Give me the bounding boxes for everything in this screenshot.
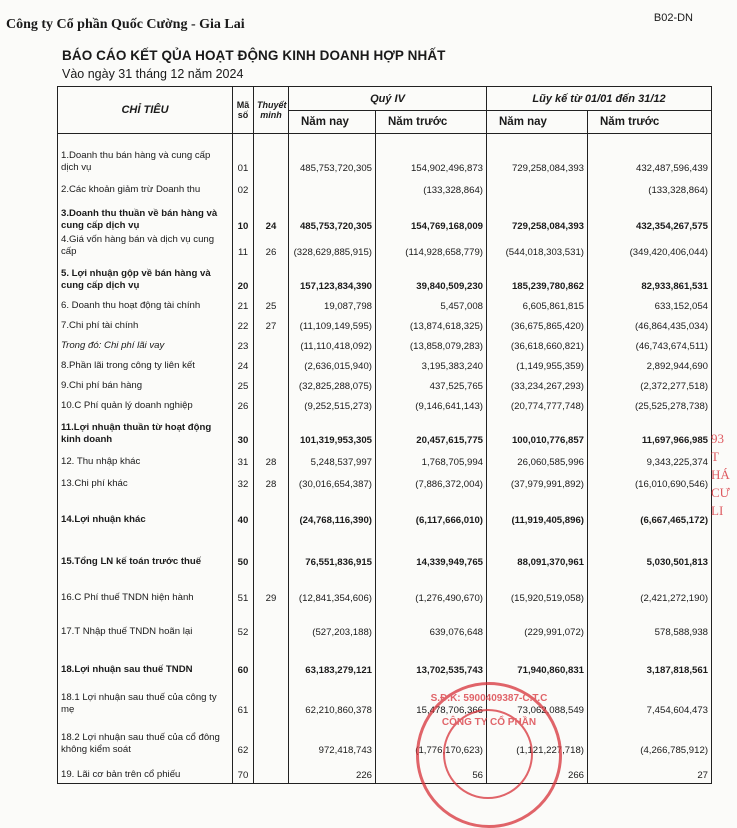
row-label: 18.1 Lợi nhuận sau thuế của công ty mẹ xyxy=(58,678,233,718)
row-quarter-previous: (13,874,618,325) xyxy=(376,314,487,334)
row-ytd-previous: (46,743,674,511) xyxy=(588,334,712,354)
row-ytd-current: 73,062,088,549 xyxy=(487,678,588,718)
row-note: 26 xyxy=(254,234,289,260)
row-quarter-current: (527,203,188) xyxy=(289,606,376,640)
row-quarter-current: 157,123,834,390 xyxy=(289,260,376,294)
table-row xyxy=(58,176,712,198)
row-label: 14.Lợi nhuận khác xyxy=(58,492,233,528)
row-note: 28 xyxy=(254,470,289,492)
row-ytd-current xyxy=(487,176,588,198)
table-row xyxy=(58,606,712,640)
row-quarter-previous: 3,195,383,240 xyxy=(376,354,487,374)
company-stamp xyxy=(416,682,562,828)
row-note xyxy=(254,394,289,414)
row-code: 20 xyxy=(233,260,254,294)
row-note xyxy=(254,606,289,640)
row-quarter-current: 5,248,537,997 xyxy=(289,448,376,470)
row-note: 25 xyxy=(254,294,289,314)
row-code: 26 xyxy=(233,394,254,414)
row-quarter-previous: (9,146,641,143) xyxy=(376,394,487,414)
row-label: 11.Lợi nhuận thuần từ hoạt động kinh doanh xyxy=(58,414,233,448)
table-row xyxy=(58,234,712,260)
header-quarter-current: Năm nay xyxy=(289,111,376,134)
row-code: 61 xyxy=(233,678,254,718)
income-statement-table xyxy=(57,86,712,784)
table-row xyxy=(58,354,712,374)
row-note xyxy=(254,758,289,784)
row-label: 15.Tổng LN kế toán trước thuế xyxy=(58,528,233,570)
row-ytd-current: 729,258,084,393 xyxy=(487,198,588,234)
row-ytd-current: (37,979,991,892) xyxy=(487,470,588,492)
row-quarter-previous: (13,858,079,283) xyxy=(376,334,487,354)
row-label: 18.2 Lợi nhuận sau thuế của cổ đông không kiểm soát xyxy=(58,718,233,758)
row-quarter-previous: 20,457,615,775 xyxy=(376,414,487,448)
row-quarter-previous: (114,928,658,779) xyxy=(376,234,487,260)
header-ytd-previous: Năm trước xyxy=(588,111,712,134)
row-ytd-current: 266 xyxy=(487,758,588,784)
row-note xyxy=(254,134,289,176)
row-quarter-previous: 5,457,008 xyxy=(376,294,487,314)
row-label: 3.Doanh thu thuần về bán hàng và cung cấp dịch vụ xyxy=(58,198,233,234)
row-ytd-current: (33,234,267,293) xyxy=(487,374,588,394)
row-quarter-current: 63,183,279,121 xyxy=(289,640,376,678)
header-ytd-current: Năm nay xyxy=(487,111,588,134)
row-ytd-current: (229,991,072) xyxy=(487,606,588,640)
row-label: 16.C Phí thuế TNDN hiện hành xyxy=(58,570,233,606)
row-ytd-current: 71,940,860,831 xyxy=(487,640,588,678)
row-quarter-current: 62,210,860,378 xyxy=(289,678,376,718)
row-label: 4.Giá vốn hàng bán và dịch vụ cung cấp xyxy=(58,234,233,260)
row-code: 11 xyxy=(233,234,254,260)
row-quarter-current: (11,110,418,092) xyxy=(289,334,376,354)
row-quarter-previous: (1,276,490,670) xyxy=(376,570,487,606)
table-row xyxy=(58,758,712,784)
row-quarter-previous: 13,702,535,743 xyxy=(376,640,487,678)
row-ytd-current: (15,920,519,058) xyxy=(487,570,588,606)
row-label: 5. Lợi nhuận gộp về bán hàng và cung cấp dịch vụ xyxy=(58,260,233,294)
row-quarter-current: (2,636,015,940) xyxy=(289,354,376,374)
row-code: 70 xyxy=(233,758,254,784)
row-quarter-previous: (1,776,170,623) xyxy=(376,718,487,758)
row-ytd-previous: (133,328,864) xyxy=(588,176,712,198)
row-label: 19. Lãi cơ bản trên cổ phiếu xyxy=(58,758,233,784)
row-quarter-current xyxy=(289,176,376,198)
table-row xyxy=(58,678,712,718)
row-quarter-previous: 437,525,765 xyxy=(376,374,487,394)
table-row xyxy=(58,334,712,354)
row-quarter-current: (30,016,654,387) xyxy=(289,470,376,492)
row-ytd-previous: 5,030,501,813 xyxy=(588,528,712,570)
row-label: 9.Chi phí bán hàng xyxy=(58,374,233,394)
row-ytd-previous: 432,354,267,575 xyxy=(588,198,712,234)
row-quarter-current: (11,109,149,595) xyxy=(289,314,376,334)
row-ytd-current: 6,605,861,815 xyxy=(487,294,588,314)
row-code: 51 xyxy=(233,570,254,606)
header-quarter-group: Quý IV xyxy=(289,87,487,111)
header-ytd-group: Lũy kế từ 01/01 đến 31/12 xyxy=(487,87,712,111)
row-ytd-current: (11,919,405,896) xyxy=(487,492,588,528)
row-label: 10.C Phí quản lý doanh nghiệp xyxy=(58,394,233,414)
table-row xyxy=(58,492,712,528)
row-note: 24 xyxy=(254,198,289,234)
table-row xyxy=(58,448,712,470)
row-quarter-previous: 1,768,705,994 xyxy=(376,448,487,470)
report-date: Vào ngày 31 tháng 12 năm 2024 xyxy=(62,67,244,81)
form-code: B02-DN xyxy=(653,12,693,24)
row-quarter-current: 19,087,798 xyxy=(289,294,376,314)
row-note xyxy=(254,492,289,528)
report-title: BÁO CÁO KẾT QỦA HOẠT ĐỘNG KINH DOANH HỢP NHẤT xyxy=(62,48,446,63)
table-row xyxy=(58,134,712,176)
margin-stamp-fragment: 93 T HÁ CƯ LI xyxy=(711,431,730,518)
row-code: 52 xyxy=(233,606,254,640)
stamp-center-text: CÔNG TY CỔ PHẦN xyxy=(441,717,537,728)
row-code: 30 xyxy=(233,414,254,448)
row-ytd-current: 729,258,084,393 xyxy=(487,134,588,176)
row-note xyxy=(254,374,289,394)
table-row xyxy=(58,570,712,606)
row-ytd-previous: 7,454,604,473 xyxy=(588,678,712,718)
table-row xyxy=(58,470,712,492)
row-quarter-previous: 639,076,648 xyxy=(376,606,487,640)
row-ytd-current: (20,774,777,748) xyxy=(487,394,588,414)
row-code: 22 xyxy=(233,314,254,334)
row-ytd-previous: (6,667,465,172) xyxy=(588,492,712,528)
row-ytd-previous: (2,372,277,518) xyxy=(588,374,712,394)
row-ytd-previous: 9,343,225,374 xyxy=(588,448,712,470)
company-name: Công ty Cổ phần Quốc Cường - Gia Lai xyxy=(6,17,245,32)
row-label: 2.Các khoản giảm trừ Doanh thu xyxy=(58,176,233,198)
header-quarter-previous: Năm trước xyxy=(376,111,487,134)
row-label: 12. Thu nhập khác xyxy=(58,448,233,470)
row-note: 27 xyxy=(254,314,289,334)
table-row xyxy=(58,260,712,294)
row-code: 21 xyxy=(233,294,254,314)
row-quarter-previous: 154,769,168,009 xyxy=(376,198,487,234)
row-ytd-previous: 27 xyxy=(588,758,712,784)
row-label: 1.Doanh thu bán hàng và cung cấp dịch vụ xyxy=(58,134,233,176)
row-code: 10 xyxy=(233,198,254,234)
row-ytd-previous: (2,421,272,190) xyxy=(588,570,712,606)
row-quarter-current: 226 xyxy=(289,758,376,784)
row-ytd-previous: (25,525,278,738) xyxy=(588,394,712,414)
table-row xyxy=(58,314,712,334)
row-code: 31 xyxy=(233,448,254,470)
row-label: 18.Lợi nhuận sau thuế TNDN xyxy=(58,640,233,678)
table-row xyxy=(58,414,712,448)
row-quarter-current: 101,319,953,305 xyxy=(289,414,376,448)
row-code: 62 xyxy=(233,718,254,758)
row-ytd-previous: (16,010,690,546) xyxy=(588,470,712,492)
row-label: 6. Doanh thu hoạt động tài chính xyxy=(58,294,233,314)
row-quarter-previous: 154,902,496,873 xyxy=(376,134,487,176)
row-ytd-previous: 11,697,966,985 xyxy=(588,414,712,448)
header-thuyet-minh: Thuyết minh xyxy=(254,87,289,134)
row-ytd-previous: 2,892,944,690 xyxy=(588,354,712,374)
row-code: 50 xyxy=(233,528,254,570)
row-note xyxy=(254,176,289,198)
row-quarter-previous: (133,328,864) xyxy=(376,176,487,198)
row-label: 8.Phần lãi trong công ty liên kết xyxy=(58,354,233,374)
row-label: 7.Chi phí tài chính xyxy=(58,314,233,334)
row-ytd-previous: (349,420,406,044) xyxy=(588,234,712,260)
row-quarter-current: 972,418,743 xyxy=(289,718,376,758)
row-quarter-current: (12,841,354,606) xyxy=(289,570,376,606)
row-code: 60 xyxy=(233,640,254,678)
row-ytd-previous: 578,588,938 xyxy=(588,606,712,640)
table-row xyxy=(58,294,712,314)
row-ytd-previous: 3,187,818,561 xyxy=(588,640,712,678)
row-note xyxy=(254,678,289,718)
row-quarter-current: (328,629,885,915) xyxy=(289,234,376,260)
row-code: 40 xyxy=(233,492,254,528)
row-ytd-previous: 432,487,596,439 xyxy=(588,134,712,176)
row-code: 01 xyxy=(233,134,254,176)
row-code: 24 xyxy=(233,354,254,374)
row-note: 28 xyxy=(254,448,289,470)
header-chi-tieu: CHỈ TIÊU xyxy=(58,87,233,134)
row-quarter-previous: 39,840,509,230 xyxy=(376,260,487,294)
row-quarter-current: 76,551,836,915 xyxy=(289,528,376,570)
row-ytd-current: (36,675,865,420) xyxy=(487,314,588,334)
row-ytd-previous: 633,152,054 xyxy=(588,294,712,314)
row-code: 25 xyxy=(233,374,254,394)
row-quarter-current: 485,753,720,305 xyxy=(289,198,376,234)
row-ytd-current: 185,239,780,862 xyxy=(487,260,588,294)
row-code: 32 xyxy=(233,470,254,492)
stamp-ring-text: S.Đ.K: 5900409387-C.T.C xyxy=(430,693,548,704)
row-quarter-previous: 15,478,706,366 xyxy=(376,678,487,718)
row-note xyxy=(254,334,289,354)
row-ytd-current: (36,618,660,821) xyxy=(487,334,588,354)
row-ytd-previous: (4,266,785,912) xyxy=(588,718,712,758)
row-label: Trong đó: Chi phí lãi vay xyxy=(58,334,233,354)
table-row xyxy=(58,394,712,414)
table-row xyxy=(58,640,712,678)
row-note xyxy=(254,354,289,374)
row-quarter-current: 485,753,720,305 xyxy=(289,134,376,176)
row-ytd-current: (1,149,955,359) xyxy=(487,354,588,374)
row-ytd-current: 26,060,585,996 xyxy=(487,448,588,470)
row-quarter-previous: 14,339,949,765 xyxy=(376,528,487,570)
row-code: 23 xyxy=(233,334,254,354)
row-ytd-previous: (46,864,435,034) xyxy=(588,314,712,334)
row-label: 13.Chi phí khác xyxy=(58,470,233,492)
row-code: 02 xyxy=(233,176,254,198)
row-note xyxy=(254,414,289,448)
row-quarter-current: (24,768,116,390) xyxy=(289,492,376,528)
table-row xyxy=(58,198,712,234)
row-quarter-current: (9,252,515,273) xyxy=(289,394,376,414)
table-row xyxy=(58,374,712,394)
row-note: 29 xyxy=(254,570,289,606)
row-note xyxy=(254,640,289,678)
row-ytd-previous: 82,933,861,531 xyxy=(588,260,712,294)
row-ytd-current: 88,091,370,961 xyxy=(487,528,588,570)
row-quarter-previous: (6,117,666,010) xyxy=(376,492,487,528)
row-note xyxy=(254,528,289,570)
row-quarter-previous: 56 xyxy=(376,758,487,784)
row-ytd-current: 100,010,776,857 xyxy=(487,414,588,448)
row-quarter-current: (32,825,288,075) xyxy=(289,374,376,394)
table-row xyxy=(58,528,712,570)
row-quarter-previous: (7,886,372,004) xyxy=(376,470,487,492)
row-note xyxy=(254,260,289,294)
header-ma-so: Mã số xyxy=(233,87,254,134)
row-ytd-current: (544,018,303,531) xyxy=(487,234,588,260)
row-ytd-current: (1,121,227,718) xyxy=(487,718,588,758)
row-label: 17.T Nhập thuế TNDN hoãn lại xyxy=(58,606,233,640)
